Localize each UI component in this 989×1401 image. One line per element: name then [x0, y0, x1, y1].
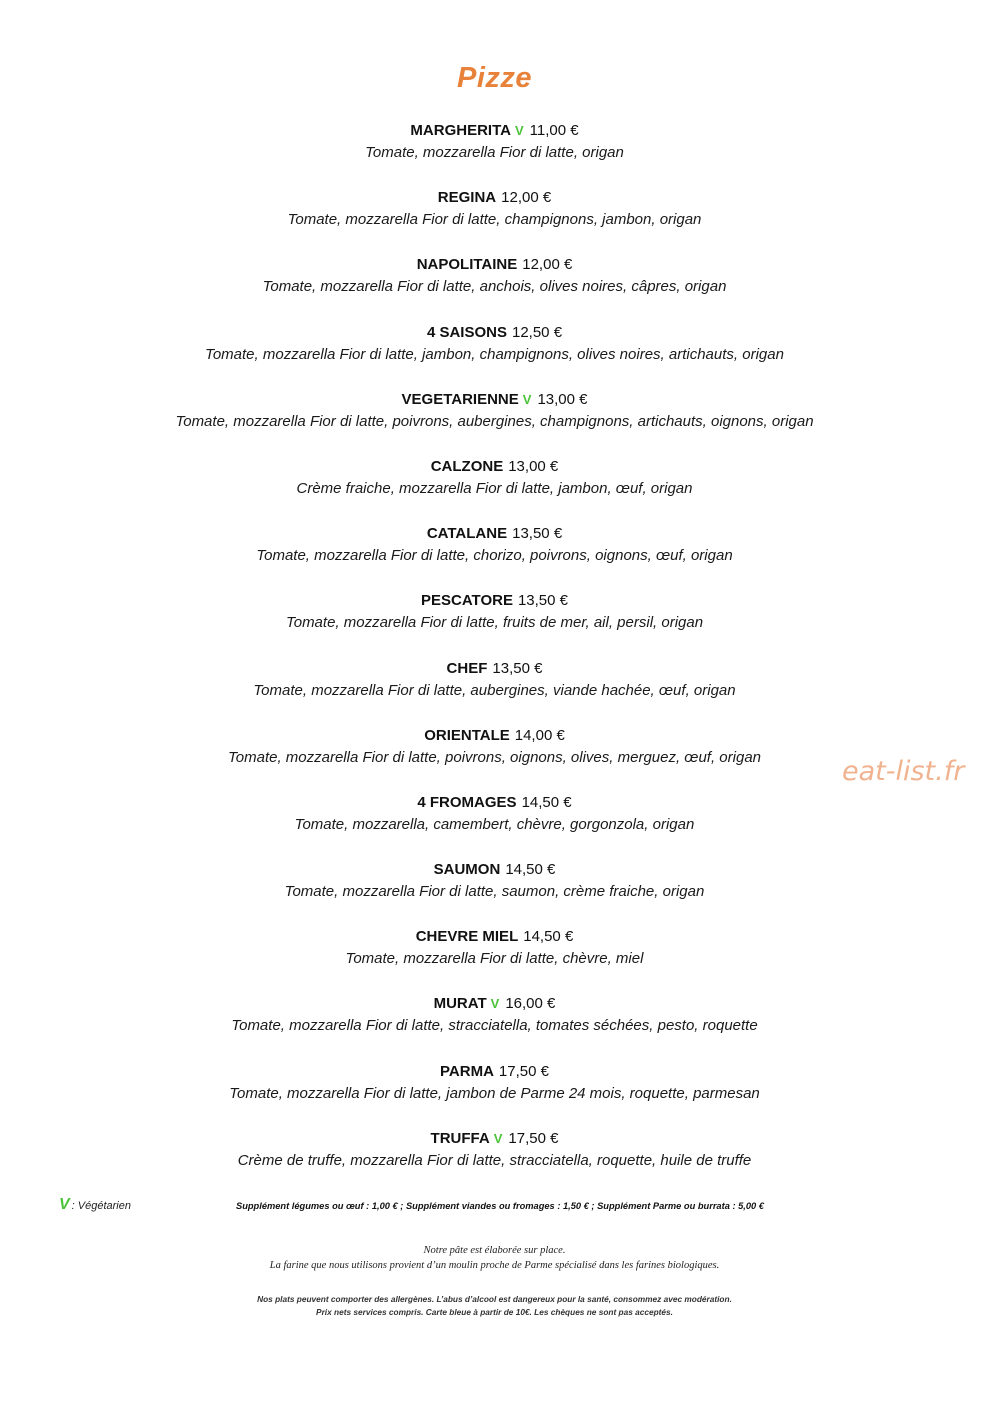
menu-item: [0, 1061, 989, 1128]
menu-item: [0, 792, 989, 859]
pizza-name: PESCATORE: [420, 592, 513, 610]
pizza-price: 12,00 €: [501, 189, 552, 207]
pizza-description: Tomate, mozzarella Fior di latte, champignons, jambon, origan: [287, 211, 702, 229]
vegetarian-icon: V: [522, 391, 532, 407]
pizza-name: 4 SAISONS: [426, 323, 507, 341]
pizza-description: Tomate, mozzarella Fior di latte, jambon, champignons, olives noires, artichauts, origan: [205, 345, 784, 363]
pizza-name: MURAT: [433, 995, 487, 1013]
pizza-description: Tomate, mozzarella Fior di latte, chèvre, miel: [345, 950, 644, 968]
vegetarian-icon: V: [514, 123, 524, 138]
pizza-description: Tomate, mozzarella Fior di latte, poivrons, oignons, olives, merguez, œuf, origan: [227, 748, 762, 766]
pizza-price: 11,00 €: [529, 122, 579, 139]
pizza-price: 17,50 €: [498, 1062, 549, 1080]
menu-item-header: [0, 590, 989, 612]
pizza-price: 13,50 €: [517, 592, 568, 610]
menu-item-header: [0, 1061, 989, 1083]
menu-item: [0, 1128, 989, 1195]
menu-item-header: [0, 725, 989, 747]
menu-item-header: [0, 254, 989, 276]
pizza-price: 14,00 €: [514, 726, 565, 744]
pizza-description: Tomate, mozzarella Fior di latte, chorizo, poivrons, oignons, œuf, origan: [256, 547, 733, 565]
pizza-price: 17,50 €: [508, 1129, 559, 1147]
pizza-name: 4 FROMAGES: [417, 793, 517, 811]
pizza-description: Tomate, mozzarella Fior di latte, fruits de mer, ail, persil, origan: [285, 614, 704, 632]
pizza-name: VEGETARIENNE: [401, 390, 519, 408]
flour-note: La farine que nous utilisons provient d’un moulin proche de Parme spécialisé dans les farines biologiques.: [269, 1260, 720, 1271]
menu-item-header: [0, 792, 989, 814]
legend-label: : Végétarien: [71, 1200, 131, 1212]
pizza-description: Tomate, mozzarella, camembert, chèvre, gorgonzola, origan: [294, 815, 695, 833]
menu-item: [0, 590, 989, 657]
payment-note: Prix nets services compris. Carte bleue à partir de 10€. Les chèques ne sont pas acceptés.: [316, 1307, 673, 1317]
menu-item-header: [0, 1128, 989, 1150]
menu-item-header: [0, 993, 989, 1015]
pizza-name: SAUMON: [433, 861, 501, 879]
pizza-description: Tomate, mozzarella Fior di latte, stracciatella, tomates séchées, pesto, roquette: [231, 1017, 758, 1035]
menu-item-header: [0, 859, 989, 881]
pizza-description: Crème fraiche, mozzarella Fior di latte, jambon, œuf, origan: [296, 479, 693, 497]
menu-item: [0, 120, 989, 187]
pizza-name: TRUFFA: [430, 1129, 490, 1147]
pizza-menu-list: [0, 120, 989, 1195]
supplements-note: Supplément légumes ou œuf : 1,00 € ; Supplément viandes ou fromages : 1,50 € ; Supplément Parme ou burrata : 5,00 €: [236, 1201, 764, 1211]
menu-item: [0, 658, 989, 725]
pizza-name: ORIENTALE: [424, 726, 510, 744]
pizza-description: Tomate, mozzarella Fior di latte, jambon de Parme 24 mois, roquette, parmesan: [229, 1084, 760, 1102]
pizza-name: CHEF: [446, 659, 488, 677]
pizza-price: 14,50 €: [523, 928, 574, 946]
pizza-description: Tomate, mozzarella Fior di latte, origan: [365, 144, 624, 161]
pizza-price: 13,00 €: [537, 390, 588, 408]
menu-item-header: [0, 926, 989, 948]
vegetarian-icon: V: [490, 996, 500, 1012]
pizza-price: 12,50 €: [511, 323, 563, 341]
menu-item: [0, 993, 989, 1060]
pizza-price: 13,50 €: [512, 525, 563, 543]
menu-item-header: [0, 187, 989, 209]
pizza-price: 12,00 €: [522, 256, 573, 274]
pizza-name: PARMA: [440, 1062, 494, 1080]
menu-item-header: [0, 120, 989, 142]
pizza-name: MARGHERITA: [410, 122, 511, 139]
vegetarian-legend: [59, 1196, 131, 1214]
pizza-description: Tomate, mozzarella Fior di latte, poivrons, aubergines, champignons, artichauts, oignons, origan: [175, 412, 814, 430]
page-title: Pizze: [456, 62, 533, 94]
menu-item: [0, 725, 989, 792]
menu-item-header: [0, 322, 989, 344]
menu-item: [0, 523, 989, 590]
menu-item: [0, 187, 989, 254]
pizza-description: Crème de truffe, mozzarella Fior di latte, stracciatella, roquette, huile de truffe: [237, 1151, 752, 1169]
dough-note: Notre pâte est élaborée sur place.: [423, 1245, 566, 1256]
vegetarian-icon: V: [493, 1130, 503, 1146]
pizza-name: NAPOLITAINE: [416, 256, 518, 274]
allergens-note: Nos plats peuvent comporter des allergènes. L’abus d’alcool est dangereux pour la santé, consommez avec modération.: [257, 1294, 732, 1304]
pizza-price: 13,00 €: [508, 457, 559, 475]
pizza-name: REGINA: [437, 189, 497, 207]
menu-item: [0, 456, 989, 523]
menu-item: [0, 322, 989, 389]
pizza-description: Tomate, mozzarella Fior di latte, saumon, crème fraiche, origan: [284, 883, 705, 901]
menu-item: [0, 859, 989, 926]
pizza-price: 14,50 €: [505, 861, 556, 879]
pizza-price: 14,50 €: [521, 793, 572, 811]
watermark: eat-list.fr: [842, 756, 965, 787]
pizza-name: CATALANE: [426, 525, 508, 543]
menu-item-header: [0, 658, 989, 680]
menu-item: [0, 254, 989, 321]
menu-item: [0, 389, 989, 456]
pizza-price: 13,50 €: [492, 659, 543, 677]
menu-item-header: [0, 456, 989, 478]
pizza-name: CHEVRE MIEL: [415, 928, 519, 946]
menu-item: [0, 926, 989, 993]
menu-item-header: [0, 389, 989, 411]
menu-item-header: [0, 523, 989, 545]
pizza-description: Tomate, mozzarella Fior di latte, anchois, olives noires, câpres, origan: [262, 278, 727, 296]
pizza-price: 16,00 €: [505, 995, 556, 1013]
vegetarian-icon: V: [59, 1196, 70, 1213]
pizza-name: CALZONE: [430, 457, 504, 475]
pizza-description: Tomate, mozzarella Fior di latte, aubergines, viande hachée, œuf, origan: [253, 681, 736, 699]
